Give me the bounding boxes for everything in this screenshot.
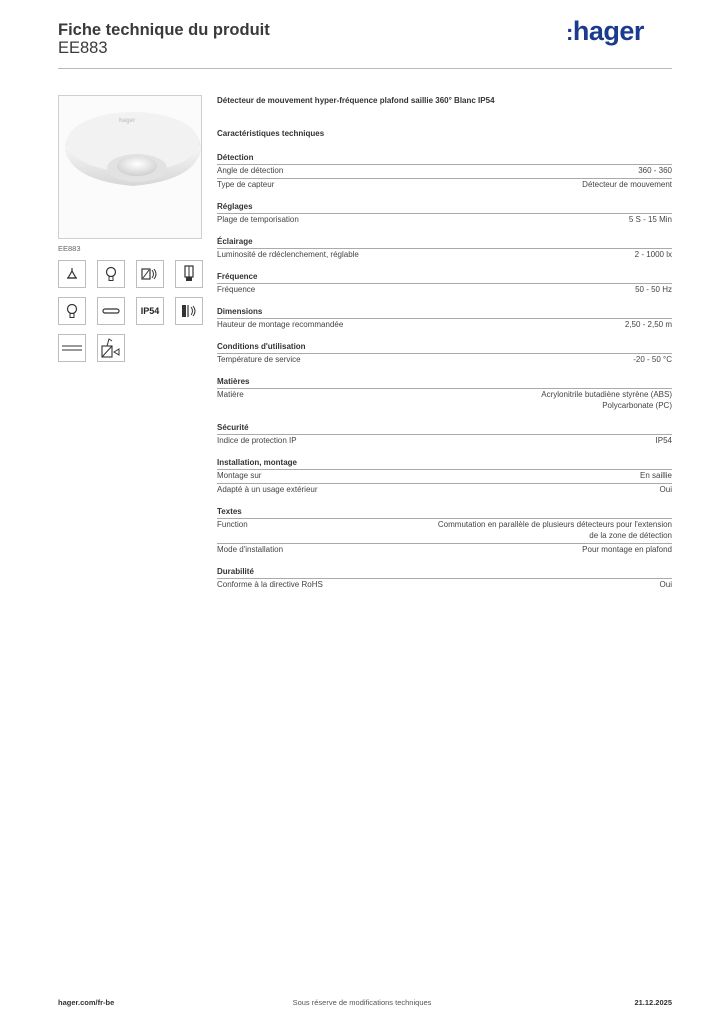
ip54-label	[136, 297, 164, 325]
spec-value: 360 - 360	[638, 166, 672, 175]
spec-row	[217, 434, 672, 448]
spec-value: Acrylonitrile butadiène styrène (ABS) Polycarbonate (PC)	[541, 390, 672, 410]
section-title: Matières	[217, 377, 250, 386]
spec-row	[217, 248, 672, 262]
section-title: Dimensions	[217, 307, 263, 316]
section-installation	[217, 457, 672, 497]
product-image-caption: EE883	[58, 244, 81, 253]
spec-label: Adapté à un usage extérieur	[217, 485, 318, 494]
section-conditions	[217, 341, 672, 367]
section-detection	[217, 152, 672, 192]
spec-label: Matière	[217, 390, 244, 399]
light-bulb-icon	[58, 297, 86, 325]
spec-row	[217, 353, 672, 367]
light-bulb-icon	[97, 260, 125, 288]
product-image	[58, 95, 202, 239]
spec-row	[217, 483, 672, 497]
spec-row	[217, 518, 672, 543]
spec-label: Conforme à la directive RoHS	[217, 580, 323, 589]
spec-value: En saillie	[639, 471, 672, 480]
fluorescent-tube-icon	[175, 260, 203, 288]
spec-label: Plage de temporisation	[217, 215, 299, 224]
section-title: Conditions d'utilisation	[217, 342, 306, 351]
section-textes	[217, 506, 672, 557]
mounting-icon	[97, 334, 125, 362]
spec-label: Type de capteur	[217, 180, 275, 189]
spec-value: 50 - 50 Hz	[635, 285, 672, 294]
section-title: Durabilité	[217, 567, 254, 576]
ip-rating-text: IP54	[140, 306, 160, 316]
section-dimensions	[217, 306, 672, 332]
section-title: Éclairage	[217, 237, 253, 246]
spec-value: 2,50 - 2,50 m	[624, 320, 672, 329]
spec-value: 2 - 1000 lx	[634, 250, 672, 259]
spec-row	[217, 213, 672, 227]
spec-label: Angle de détection	[217, 166, 284, 175]
spec-value: IP54	[655, 436, 672, 445]
spec-row	[217, 543, 672, 557]
spec-label: Luminosité de rdéclenchement, réglable	[217, 250, 359, 259]
spec-value: Pour montage en plafond	[582, 545, 672, 554]
spec-label: Function	[217, 520, 248, 529]
spec-label: Montage sur	[217, 471, 262, 480]
section-title: Réglages	[217, 202, 253, 211]
linear-lamp-icon	[58, 334, 86, 362]
section-title: Fréquence	[217, 272, 258, 281]
section-durabilite	[217, 566, 672, 592]
spec-label: Mode d'installation	[217, 545, 284, 554]
section-matieres	[217, 376, 672, 413]
spec-row	[217, 178, 672, 192]
section-securite	[217, 422, 672, 448]
section-eclairage	[217, 236, 672, 262]
product-description: Détecteur de mouvement hyper-fréquence plafond saillie 360° Blanc IP54	[217, 96, 495, 105]
motion-detector-icon	[136, 260, 164, 288]
product-reference: EE883	[58, 39, 108, 57]
device-brand-label: hager	[119, 118, 136, 124]
spec-value: Détecteur de mouvement	[582, 180, 672, 189]
section-reglages	[217, 201, 672, 227]
spec-label: Fréquence	[217, 285, 256, 294]
spec-value: 5 S - 15 Min	[628, 215, 672, 224]
spec-label: Indice de protection IP	[217, 436, 297, 445]
page-title: Fiche technique du produit	[58, 21, 270, 39]
section-title: Détection	[217, 153, 254, 162]
spec-row	[217, 469, 672, 483]
section-title: Textes	[217, 507, 242, 516]
footer-notice: Sous réserve de modifications techniques	[292, 998, 432, 1007]
spec-value: Commutation en parallèle de plusieurs détecteurs pour l'extension de la zone de détection	[437, 520, 672, 540]
spec-row	[217, 388, 672, 413]
spec-value: Oui	[659, 580, 672, 589]
ceiling-lamp-icon	[58, 260, 86, 288]
spec-value: Oui	[659, 485, 672, 494]
spec-value: -20 - 50 °C	[633, 355, 672, 364]
section-title: Sécurité	[217, 423, 249, 432]
section-frequence	[217, 271, 672, 297]
motion-sensor-icon	[175, 297, 203, 325]
technical-specifications	[217, 129, 672, 601]
spec-label: Température de service	[217, 355, 301, 364]
header-divider	[58, 68, 672, 69]
footer-date: 21.12.2025	[634, 998, 672, 1007]
spec-row	[217, 318, 672, 332]
spec-row	[217, 283, 672, 297]
spec-label: Hauteur de montage recommandée	[217, 320, 344, 329]
brand-logo: :hager	[566, 16, 644, 46]
footer-website-link[interactable]: hager.com/fr-be	[58, 998, 115, 1007]
tube-lamp-icon	[97, 297, 125, 325]
specs-heading: Caractéristiques techniques	[217, 129, 325, 138]
brand-name: hager	[572, 16, 644, 46]
spec-row	[217, 578, 672, 592]
section-title: Installation, montage	[217, 458, 298, 467]
spec-row	[217, 164, 672, 178]
